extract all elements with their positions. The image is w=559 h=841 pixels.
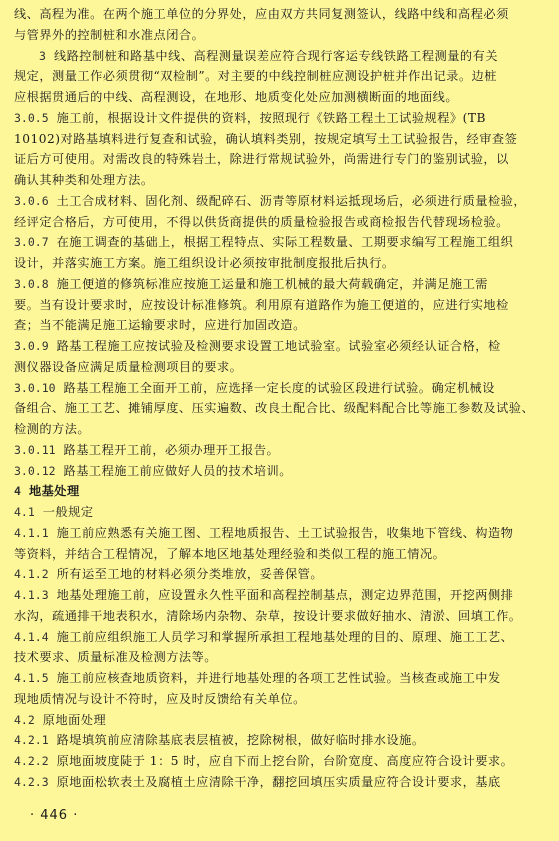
- line-text: 所有运至工地的材料必须分类堆放，妥善保管。: [56, 567, 324, 582]
- line-text: 要。当有设计要求时，应按设计标准修筑。利用原有道路作为施工便道的，应进行实地检: [14, 297, 509, 312]
- clause-line: [14, 274, 545, 295]
- line-text: 技术要求、质量标准及检测方法等。: [14, 650, 217, 665]
- line-text: 经评定合格后，方可使用，不得以供货商提供的质量检验报告或商检报告代替现场检验。: [14, 214, 509, 229]
- clause-number: 4.2.2: [14, 754, 49, 768]
- text-line: [14, 129, 545, 150]
- clause-number: 4.2: [14, 712, 35, 727]
- line-text: 地基处理施工前，应设置永久性平面和高程控制基点，测定边界范围，开挖两侧排: [56, 588, 514, 602]
- clause-line: [14, 585, 545, 606]
- line-text: 施工前，根据设计文件提供的资料，按照现行《铁路工程土工试验规程》(TB: [56, 110, 486, 125]
- text-line: [14, 295, 545, 316]
- text-line: [14, 149, 545, 170]
- line-text: 证后方可使用。对需改良的特殊岩土，除进行常规试验外，尚需进行专门的鉴别试验，以: [14, 152, 509, 167]
- line-text: 测仪器设备应满足质量检测项目的要求。: [14, 359, 243, 374]
- clause-line: [14, 108, 545, 129]
- line-text: 设计，并落实施工方案。施工组织设计必须按审批制度报批后执行。: [14, 256, 395, 270]
- text-line: [14, 87, 545, 108]
- line-text: 施工前应核查地质资料，并进行地基处理的各项工艺性试验。当核查或施工中发: [56, 671, 501, 685]
- clause-number: 4.1.2: [14, 567, 49, 582]
- text-line: [14, 212, 545, 233]
- clause-line: [14, 336, 545, 357]
- line-text: 原地面坡度陡于 1：5 时，应自下而上挖台阶，台阶宽度、高度应符合设计要求。: [56, 754, 514, 768]
- clause-line: [14, 191, 545, 212]
- clause-number: 3.0.5: [14, 110, 49, 125]
- clause-line: [14, 730, 545, 751]
- line-text: 备组合、施工工艺、摊铺厚度、压实遍数、改良土配合比、级配料配合比等施工参数及试验、: [14, 401, 535, 416]
- clause-line: [14, 564, 545, 585]
- clause-line: [14, 46, 545, 67]
- line-text: 应根据贯通后的中线、高程测设，在地形、地质变化处应加测横断面的地面线。: [14, 90, 459, 104]
- clause-number: 3.0.7: [14, 235, 49, 250]
- line-text: 线路控制桩和路基中线、高程测量误差应符合现行客运专线铁路工程测量的有关: [53, 48, 498, 63]
- clause-line: [14, 710, 545, 731]
- line-text: 路堤填筑前应清除基底表层植被，挖除树根，做好临时排水设施。: [56, 733, 425, 748]
- line-text: 水沟，疏通排干地表积水，清除场内杂物、杂草，按设计要求做好抽水、清淤、回填工作。: [14, 608, 522, 623]
- clause-number: 4.2.1: [14, 733, 49, 748]
- clause-line: [14, 461, 545, 482]
- line-text: 施工前应组织施工人员学习和掌握所承担工程地基处理的目的、原理、施工工艺、: [56, 629, 514, 644]
- line-text: 在施工调查的基础上，根据工程特点、实际工程数量、工期要求编写工程施工组织: [56, 235, 514, 250]
- clause-number: 4.1.1: [14, 525, 49, 540]
- text-line: [14, 4, 545, 25]
- clause-number: 3.0.12: [14, 463, 56, 478]
- text-line: [14, 25, 545, 46]
- text-line: [14, 647, 545, 668]
- clause-line: [14, 232, 545, 253]
- clause-number: 3.0.6: [14, 193, 49, 208]
- line-text: 施工前应熟悉有关施工图、工程地质报告、土工试验报告，收集地下管线、构造物: [56, 525, 514, 540]
- page-number: · 446 ·: [30, 808, 79, 823]
- clause-number: 4.1: [14, 505, 35, 519]
- clause-line: [14, 627, 545, 648]
- line-text: 土工合成材料、固化剂、级配碎石、沥青等原材料运抵现场后，必须进行质量检验，: [56, 193, 527, 208]
- clause-number: 3: [39, 48, 46, 63]
- clause-line: [14, 378, 545, 399]
- line-text: 一般规定: [42, 505, 94, 519]
- text-line: [14, 357, 545, 378]
- clause-line: [14, 751, 545, 772]
- clause-number: 4.1.5: [14, 671, 49, 685]
- text-line: [14, 66, 545, 87]
- clause-number: 4.1.3: [14, 588, 49, 602]
- clause-line: [14, 502, 545, 523]
- clause-line: [14, 523, 545, 544]
- line-text: 检测的方法。: [14, 422, 91, 436]
- clause-number: 4.2.3: [14, 774, 49, 789]
- line-text: 路基工程开工前，必须办理开工报告。: [63, 442, 280, 457]
- text-line: [14, 253, 545, 274]
- clause-number: 4: [14, 484, 21, 499]
- clause-number: 3.0.11: [14, 442, 56, 457]
- line-text: 线、高程为准。在两个施工单位的分界处，应由双方共同复测签认，线路中线和高程必须: [14, 7, 509, 21]
- line-text: 路基工程施工全面开工前，应选择一定长度的试验区段进行试验。确定机械设: [63, 380, 495, 395]
- text-line: [14, 544, 545, 565]
- text-line: [14, 398, 545, 419]
- line-text: 原地面处理: [42, 712, 107, 727]
- clause-number: 3.0.8: [14, 276, 49, 291]
- clause-line: [14, 668, 545, 689]
- clause-number: 3.0.10: [14, 380, 56, 395]
- clause-number: 4.1.4: [14, 629, 49, 644]
- line-text: 施工便道的修筑标准应按施工运量和施工机械的最大荷载确定，并满足施工需: [56, 276, 488, 291]
- text-line: [14, 419, 545, 440]
- line-text: 现地质情况与设计不符时，应及时反馈给有关单位。: [14, 691, 306, 706]
- line-text: 规定，测量工作必须贯彻“双检制”。对主要的中线控制桩应测设护桩并作出记录。边桩: [14, 69, 497, 84]
- line-text: 确认其种类和处理方法。: [14, 173, 154, 187]
- line-text: 查；当不能满足施工运输要求时，应进行加固改造。: [14, 318, 306, 333]
- clause-number: 3.0.9: [14, 339, 49, 353]
- text-line: [14, 315, 545, 336]
- line-text: 路基工程施工应按试验及检测要求设置工地试验室。试验室必须经认证合格，检: [56, 339, 501, 353]
- text-line: [14, 170, 545, 191]
- line-text: 与管界外的控制桩和水准点闭合。: [14, 27, 205, 42]
- clause-line: [14, 481, 545, 502]
- text-line: [14, 689, 545, 710]
- text-line: [14, 606, 545, 627]
- line-text: 等资料，并结合工程情况，了解本地区地基处理经验和类似工程的施工情况。: [14, 546, 446, 561]
- line-text: 10102)对路基填料进行复查和试验，确认填料类别，按规定填写土工试验报告，经审查签: [14, 131, 518, 146]
- line-text: 原地面松软表土及腐植土应清除干净，翻挖回填压实质量应符合设计要求，基底: [56, 774, 501, 789]
- body-text: [14, 4, 545, 793]
- clause-line: [14, 772, 545, 793]
- clause-line: [14, 440, 545, 461]
- line-text: 路基工程施工前应做好人员的技术培训。: [63, 463, 292, 478]
- line-text: 地基处理: [28, 484, 80, 499]
